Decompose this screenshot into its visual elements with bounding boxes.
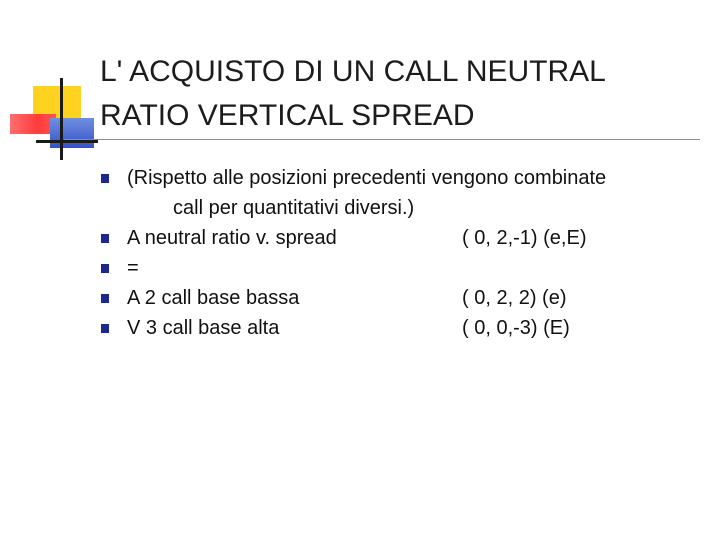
bullet-list — [100, 163, 700, 343]
bullet-square-icon — [101, 234, 109, 243]
bullet-value: ( 0, 2,-1) (e,E) — [462, 227, 587, 249]
logo-horizontal-line — [36, 140, 98, 143]
bullet-item-sell-calls — [100, 313, 700, 343]
bullet-square-icon — [101, 174, 109, 183]
bullet-square-icon — [101, 294, 109, 303]
bullet-label: A 2 call base bassa — [127, 287, 300, 309]
bullet-value: ( 0, 0,-3) (E) — [462, 317, 570, 339]
slide-title-line-2: RATIO VERTICAL SPREAD — [100, 99, 475, 132]
bullet-square-icon — [101, 264, 109, 273]
bullet-item-neutral-ratio — [100, 223, 700, 253]
bullet-square-icon — [101, 324, 109, 333]
logo-vertical-line — [60, 78, 63, 160]
slide-title-line-1: L' ACQUISTO DI UN CALL NEUTRAL — [100, 55, 606, 88]
logo-blue-square — [50, 118, 94, 148]
bullet-label: V 3 call base alta — [127, 317, 280, 339]
bullet-label: = — [127, 257, 139, 279]
slide-title — [100, 50, 700, 138]
bullet-intro-line-1: (Rispetto alle posizioni precedenti vengono combinate — [127, 167, 607, 189]
bullet-item-equals — [100, 253, 700, 283]
bullet-label: A neutral ratio v. spread — [127, 227, 337, 249]
bullet-intro-line-2: call per quantitativi diversi.) — [173, 197, 415, 219]
title-separator — [64, 139, 700, 140]
bullet-item-buy-calls — [100, 283, 700, 313]
slide-logo — [0, 0, 110, 170]
bullet-item-intro — [100, 163, 700, 223]
bullet-value: ( 0, 2, 2) (e) — [462, 287, 567, 309]
